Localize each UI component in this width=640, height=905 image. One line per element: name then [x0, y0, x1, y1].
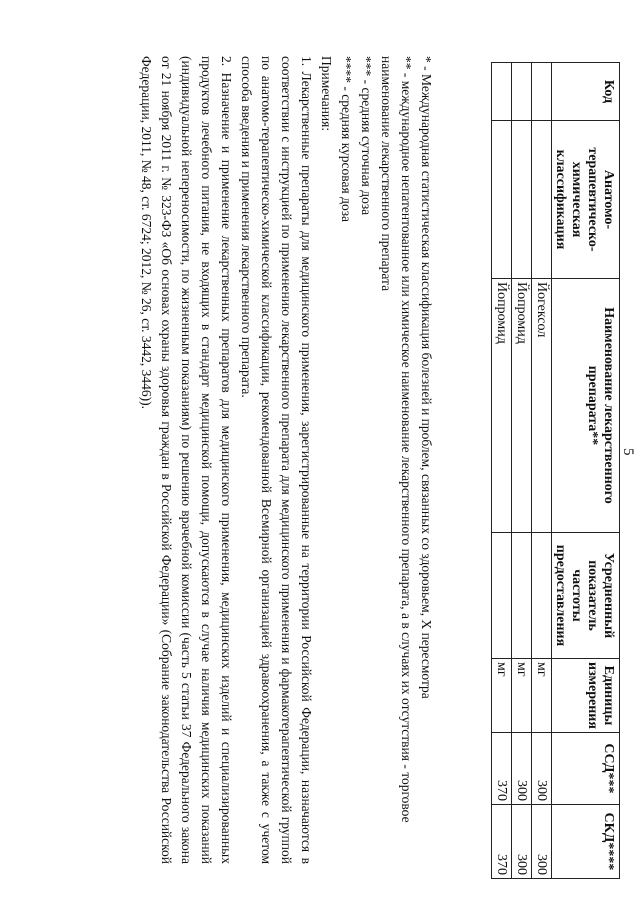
header-code: Код	[551, 63, 619, 121]
cell-code	[491, 63, 511, 121]
header-sdd: ССД***	[551, 732, 619, 804]
page-number: 5	[620, 448, 636, 456]
footnote-drug-name: ** - международное непатентованное или химическое наименование лекарственного препарата, а в случаях их отсутствия - торговое наименование лекарственного препарата	[379, 56, 414, 823]
header-skd: СКД****	[551, 804, 619, 878]
table-row	[531, 63, 551, 879]
cell-sdd: 300	[531, 732, 551, 804]
notes-heading: Примечания:	[319, 56, 334, 132]
footnote-icd: * - Международная статистическая классификация болезней и проблем, связанных со здоровьем, X пересмотра	[419, 56, 434, 699]
cell-atc	[491, 121, 511, 279]
header-frequency: Усредненный показатель частоты предоставления	[551, 533, 619, 659]
footnote-daily-dose: *** - средняя суточная доза	[359, 56, 374, 216]
cell-sdd: 300	[511, 732, 531, 804]
header-atc: Анатомо-терапевтическо-химическая классификация	[551, 121, 619, 279]
cell-unit: мг	[531, 659, 551, 733]
cell-unit: мг	[511, 659, 531, 733]
table-row	[491, 63, 511, 879]
cell-atc	[531, 121, 551, 279]
cell-drug-name: Йопромид	[511, 279, 531, 533]
notes-block	[136, 56, 436, 864]
cell-frequency	[491, 533, 511, 659]
header-drug-name: Наименование лекарственного препарата**	[551, 279, 619, 533]
cell-skd: 300	[511, 804, 531, 878]
cell-drug-name: Йопромид	[491, 279, 511, 533]
cell-unit: мг	[491, 659, 511, 733]
cell-skd: 370	[491, 804, 511, 878]
header-units: Единицы измерения	[551, 659, 619, 733]
footnote-course-dose: **** - средняя курсовая доза	[339, 56, 354, 223]
cell-frequency	[511, 533, 531, 659]
cell-drug-name: Йогексол	[531, 279, 551, 533]
cell-sdd: 370	[491, 732, 511, 804]
cell-atc	[511, 121, 531, 279]
cell-code	[511, 63, 531, 121]
drug-table	[491, 62, 620, 879]
cell-frequency	[531, 533, 551, 659]
cell-skd: 300	[531, 804, 551, 878]
table-row	[511, 63, 531, 879]
cell-code	[531, 63, 551, 121]
note-2: 2. Назначение и применение лекарственных препаратов для медицинского применения, медицинских изделий и специализированных продуктов лечебного питания, не входящих в стандарт медицинской помощи, допускаются в случае наличия медицинских показаний (индивидуальной непереносимости, по жизненным показаниям) по решению врачебной комиссии (часть 5 статьи 37 Федерального закона от 21 ноября 2011 г. № 323-ФЗ «Об основах охраны здоровья граждан в Российской Федерации» (Собрание законодательства Российской Федерации, 2011, № 48, ст. 6724; 2012, № 26, ст. 3442, 3446)).	[139, 56, 234, 864]
note-1: 1. Лекарственные препараты для медицинского применения, зарегистрированные на территории Российской Федерации, назначаются в соответствии с инструкцией по применению лекарственного препарата для медицинского применения и фармакотерапевтической группой по анатомо-терапевтическо-химической классификации, рекомендованной Всемирной организацией здравоохранения, а также с учетом способа введения и применения лекарственного препарата.	[239, 56, 314, 864]
table-header-row	[551, 63, 619, 879]
